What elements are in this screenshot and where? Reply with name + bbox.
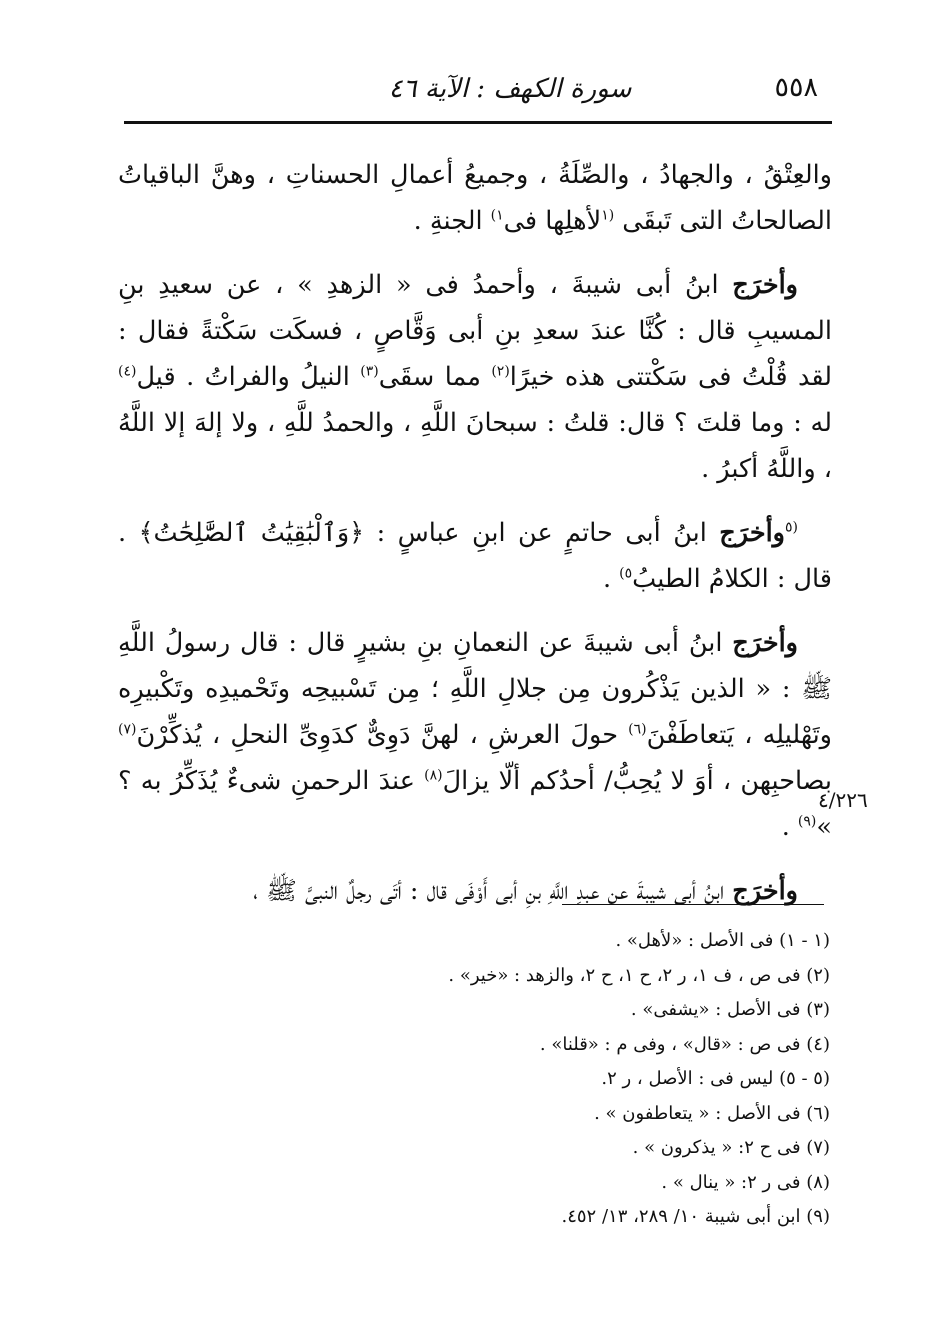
margin-volume-page-note: ٤/٢٢٦ [818,788,868,812]
footnote: (٧) فى ح ٢: « يذكرون » . [632,1137,830,1158]
footnote-ref: (٧) [118,721,137,738]
paragraph-1: والعِتْقُ ، والجهادُ ، والصِّلَةُ ، وجميعُ أعمالِ الحسناتِ ، وهنَّ الباقياتُ الصالحاتُ التى تَبقَى $^{(١}$لأهلِها فى$^{١)}$ الجنةِ . [118,160,832,236]
footnote: (٣) فى الأصل : «يشفى» . [630,999,830,1020]
footnote-ref: (٤) [118,363,137,380]
footnote: (٥ - ٥) ليس فى : الأصل ، ر ٢. [601,1068,830,1089]
footnotes-list [380,924,830,1235]
footnote: (٤) فى ص : «قال» ، وفى م : «قلنا» . [539,1033,830,1055]
footnote: (٢) فى ص ، ف ١، ر ٢، ح ١، ح ٢، والزهد : «خير» . [448,964,830,986]
paragraph-4: وأخرَج ابنُ أبى شيبةَ عن النعمانِ بنِ بشيرٍ قال : قال رسولُ اللَّهِ ﷺ : « الذين يَذْكُرون مِن جلالِ اللَّهِ ؛ مِن تَسْبيحِه وتَحْميدِه وتَكْبيرِه وتَهْليلِه ، يَتعاطَفْنَ$^{(٦)}$ حولَ العرشِ ، لهنَّ دَوِىٌّ كدَوِىِّ النحلِ ، يُذكِّرْنَ$^{(٧)}$ بصاحبِهن ، أوَ لا يُحِبُّ/ أحدُكم ألّا يزالَ$^{(٨)}$ عندَ الرحمنِ شىءٌ يُذَكِّرُ به ؟ »$^{(٩)}$ . [118,628,832,842]
footnote-ref: (٣) [360,363,379,380]
footnote: (٩) ابن أبى شيبة ١٠/ ٢٨٩، ١٣/ ٤٥٢. [561,1206,830,1227]
paragraph-keyword: وأخرَج [719,518,785,548]
footnote-separator [562,904,824,905]
footnote-ref: (٦) [628,721,647,738]
paragraph-5: وأخرَج ابنُ أبى شيبةَ عن عبدِ اللَّهِ بنِ أبى أَوْفَى قال : أتَى رجلٌ النبىَّ ﷺ ، [253,876,798,906]
main-text [118,152,832,932]
running-header-title: سورة الكهف : الآية ٤٦ [388,74,632,104]
footnote-ref: (٥ [785,519,798,536]
footnote-ref: (٨) [424,767,443,784]
footnote-ref: (١ [601,207,615,224]
footnote-ref: (٩) [797,813,817,830]
footnote-ref: (٢) [491,363,510,380]
footnote: (٨) فى ر ٢: « ينال » . [661,1171,830,1193]
paragraph-keyword: وأخرَج [732,876,798,906]
paragraph-keyword: وأخرَج [732,628,798,658]
paragraph-3: $^{(٥}$وأخرَج ابنُ أبى حاتمٍ عن ابنِ عباسٍ : ﴿وَٱلْبَٰقِيَٰتُ ٱلصَّٰلِحَٰتُ﴾ . قال : الكلامُ الطيبُ$^{٥)}$ . [118,518,832,594]
footnote: (٦) فى الأصل : « يتعاطفون » . [594,1102,830,1124]
page-number: ٥٥٨ [774,72,818,103]
footnote-ref: ٥) [619,565,633,582]
paragraph-2: وأخرَج ابنُ أبى شيبةَ ، وأحمدُ فى « الزهدِ » ، عن سعيدِ بنِ المسيبِ قال : كُنَّا عندَ سعدِ بنِ أبى وَقَّاصٍ ، فسكَت سَكْتةً فقال : لقد قُلْتُ فى سَكْتتى هذه خيرًا$^{(٢)}$ مما سقَى$^{(٣)}$ النيلُ والفراتُ . قيل$^{(٤)}$ له : وما قلتَ ؟ قال: قلتُ : سبحانَ اللَّهِ ، والحمدُ للَّهِ ، ولا إلهَ إلا اللَّهُ ، واللَّهُ أكبرُ . [118,270,832,484]
paragraph-keyword: وأخرَج [732,270,798,300]
header-rule [124,121,832,124]
footnote-ref: ١) [490,207,504,224]
footnote: (١ - ١) فى الأصل : «لأهل» . [615,930,830,951]
